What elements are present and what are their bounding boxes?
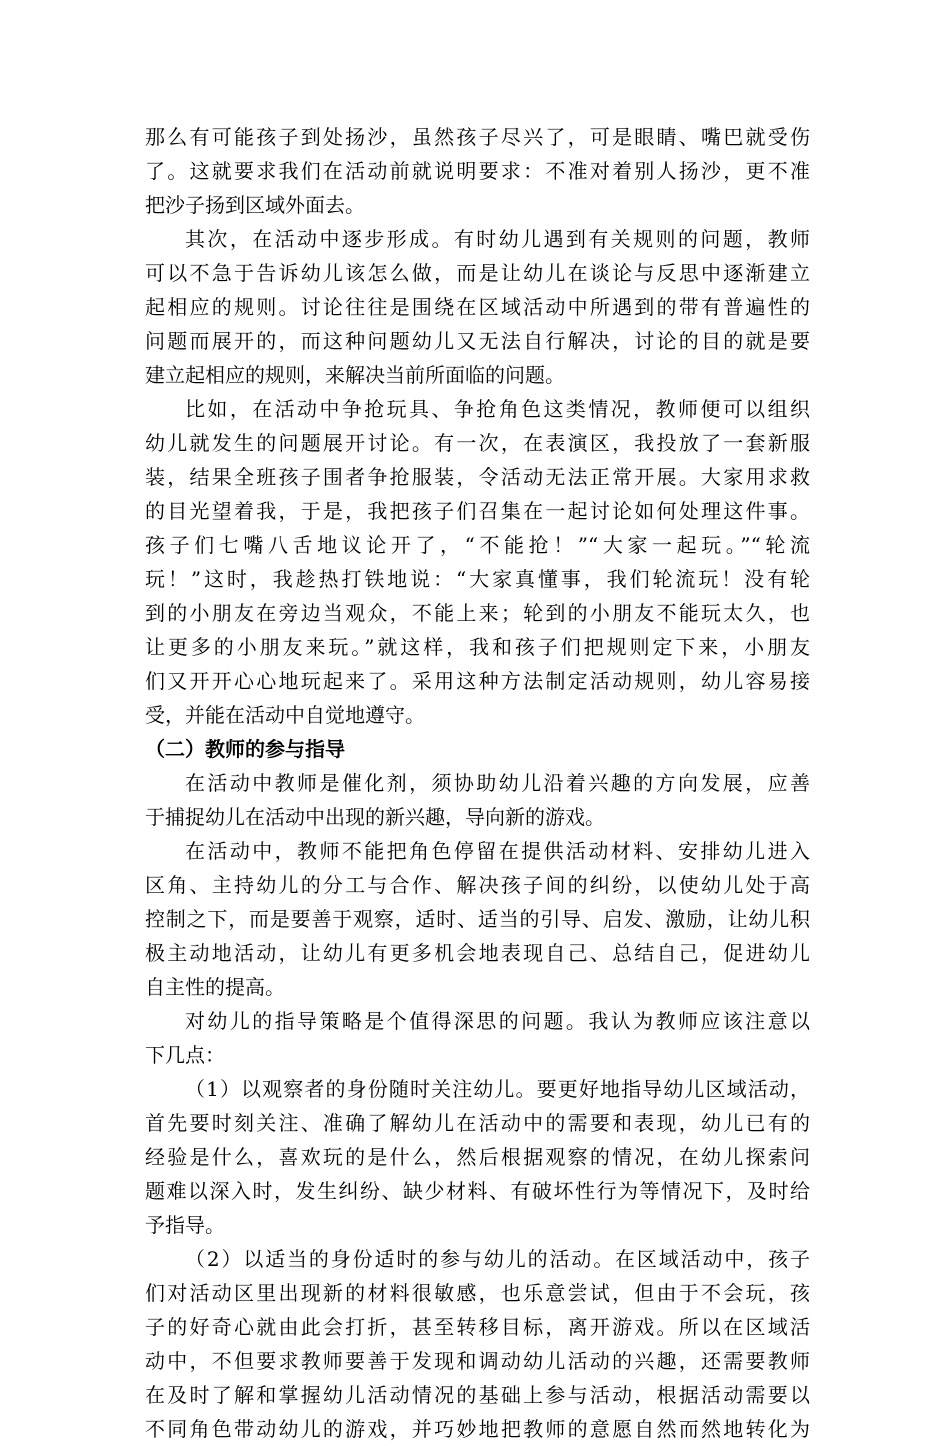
text-line: 对幼儿的指导策略是个值得深思的问题。我认为教师应该注意以 (185, 1009, 810, 1033)
text-line: 经验是什么，喜欢玩的是什么，然后根据观察的情况，在幼儿探索问 (145, 1145, 810, 1169)
section-heading: （二）教师的参与指导 (145, 737, 345, 761)
text-line: 不同角色带动幼儿的游戏，并巧妙地把教师的意愿自然而然地转化为 (145, 1417, 810, 1441)
text-line: 动中，不但要求教师要善于发现和调动幼儿活动的兴趣，还需要教师 (145, 1349, 810, 1373)
text-line: 受，并能在活动中自觉地遵守。 (145, 703, 425, 727)
text-line: 子的好奇心就由此会打折，甚至转移目标，离开游戏。所以在区域活 (145, 1315, 810, 1339)
text-line: 比如，在活动中争抢玩具、争抢角色这类情况，教师便可以组织 (185, 397, 810, 421)
text-line: 们对活动区里出现新的材料很敏感，也乐意尝试，但由于不会玩，孩 (145, 1281, 810, 1305)
text-line: 让更多的小朋友来玩。”就这样，我和孩子们把规则定下来，小朋友 (145, 635, 810, 659)
text-line: 孩子们七嘴八舌地议论开了，“不能抢！”“大家一起玩。”“轮流 (145, 533, 810, 557)
text-line: 那么有可能孩子到处扬沙，虽然孩子尽兴了，可是眼睛、嘴巴就受伤 (145, 125, 810, 149)
text-line: 控制之下，而是要善于观察，适时、适当的引导、启发、激励，让幼儿积 (145, 907, 810, 931)
text-line: 装，结果全班孩子围者争抢服装，令活动无法正常开展。大家用求救 (145, 465, 810, 489)
text-line: 们又开开心心地玩起来了。采用这种方法制定活动规则，幼儿容易接 (145, 669, 810, 693)
text-line: 建立起相应的规则，来解决当前所面临的问题。 (145, 363, 565, 387)
text-line: 问题而展开的，而这种问题幼儿又无法自行解决，讨论的目的就是要 (145, 329, 810, 353)
text-line: 极主动地活动，让幼儿有更多机会地表现自己、总结自己，促进幼儿 (145, 941, 810, 965)
document-body (145, 120, 810, 1446)
text-line: 在活动中，教师不能把角色停留在提供活动材料、安排幼儿进入 (185, 839, 810, 863)
text-line: 把沙子扬到区域外面去。 (145, 193, 365, 217)
text-line: 在活动中教师是催化剂，须协助幼儿沿着兴趣的方向发展，应善 (185, 771, 810, 795)
text-line: 其次，在活动中逐步形成。有时幼儿遇到有关规则的问题，教师 (185, 227, 810, 251)
text-line: （2）以适当的身份适时的参与幼儿的活动。在区域活动中，孩子 (185, 1247, 810, 1271)
text-line: 自主性的提高。 (145, 975, 285, 999)
text-line: 在及时了解和掌握幼儿活动情况的基础上参与活动，根据活动需要以 (145, 1383, 810, 1407)
text-line: 下几点： (145, 1043, 225, 1067)
text-line: 可以不急于告诉幼儿该怎么做，而是让幼儿在谈论与反思中逐渐建立 (145, 261, 810, 285)
text-line: 了。这就要求我们在活动前就说明要求：不准对着别人扬沙，更不准 (145, 159, 810, 183)
text-line: 起相应的规则。讨论往往是围绕在区域活动中所遇到的带有普遍性的 (145, 295, 810, 319)
text-line: 的目光望着我，于是，我把孩子们召集在一起讨论如何处理这件事。 (145, 499, 810, 523)
text-line: 到的小朋友在旁边当观众，不能上来；轮到的小朋友不能玩太久，也 (145, 601, 810, 625)
text-line: 幼儿就发生的问题展开讨论。有一次，在表演区，我投放了一套新服 (145, 431, 810, 455)
text-line: 题难以深入时，发生纠纷、缺少材料、有破坏性行为等情况下，及时给 (145, 1179, 810, 1203)
text-line: （1）以观察者的身份随时关注幼儿。要更好地指导幼儿区域活动， (185, 1077, 810, 1101)
text-line: 首先要时刻关注、准确了解幼儿在活动中的需要和表现，幼儿已有的 (145, 1111, 810, 1135)
text-line: 予指导。 (145, 1213, 225, 1237)
text-line: 玩！”这时，我趁热打铁地说：“大家真懂事，我们轮流玩！没有轮 (145, 567, 810, 591)
text-line: 区角、主持幼儿的分工与合作、解决孩子间的纠纷，以使幼儿处于高 (145, 873, 810, 897)
text-line: 于捕捉幼儿在活动中出现的新兴趣，导向新的游戏。 (145, 805, 605, 829)
